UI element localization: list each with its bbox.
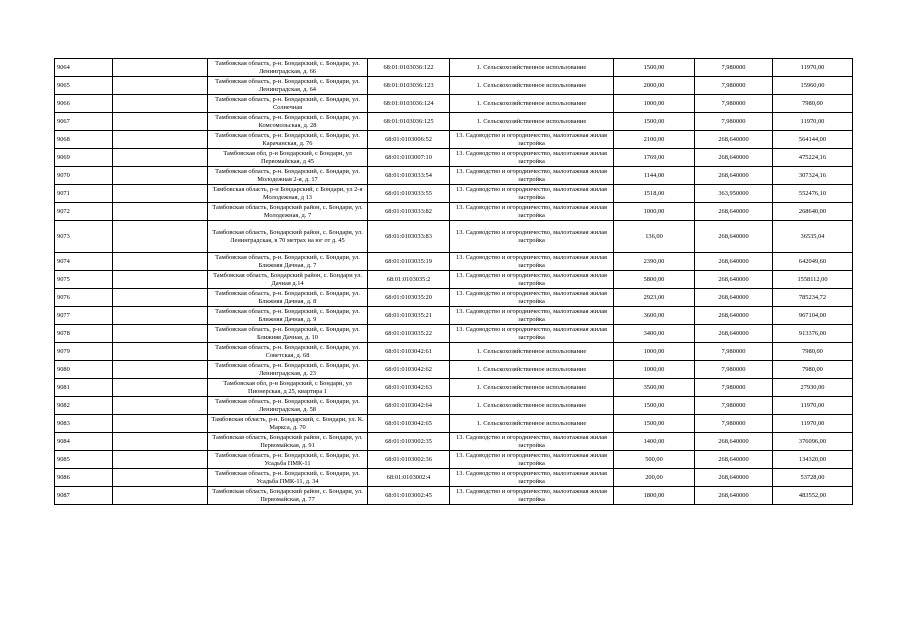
address-cell: Тамбовская область, Бондарский район, с. Бондари, ул. Ленинградская, в 70 метрах на юг от д. 45 (208, 221, 368, 253)
empty-cell (113, 415, 208, 433)
land-use-cell: 13. Садоводство и огородничество, малоэтажная жилая застройка (450, 131, 614, 149)
cadastral-value-cell: 7980,00 (773, 361, 853, 379)
rate-cell: 7,980000 (695, 343, 773, 361)
rate-cell: 268,640000 (695, 149, 773, 167)
table-row (55, 131, 853, 149)
cadastral-number-cell: 68:01:0103042:61 (368, 343, 450, 361)
land-use-cell: 13. Садоводство и огородничество, малоэтажная жилая застройка (450, 433, 614, 451)
row-number: 9079 (55, 343, 113, 361)
row-number: 9068 (55, 131, 113, 149)
land-use-cell: 1. Сельскохозяйственное использование (450, 379, 614, 397)
row-number: 9074 (55, 253, 113, 271)
row-number: 9075 (55, 271, 113, 289)
row-number: 9065 (55, 77, 113, 95)
area-cell: 136,00 (614, 221, 695, 253)
cadastral-number-cell: 68:01:0103002:45 (368, 487, 450, 505)
empty-cell (113, 59, 208, 77)
cadastral-number-cell: 68:01:0103033:82 (368, 203, 450, 221)
empty-cell (113, 325, 208, 343)
cadastral-number-cell: 68:01:0103035:22 (368, 325, 450, 343)
table-body (55, 59, 853, 505)
address-cell: Тамбовская область, р-н. Бондарский, с. Бондари, ул. Ленинградская, д. 58 (208, 397, 368, 415)
rate-cell: 268,640000 (695, 221, 773, 253)
land-use-cell: 13. Садоводство и огородничество, малоэтажная жилая застройка (450, 167, 614, 185)
cadastral-number-cell: 68:01:0103035:2 (368, 271, 450, 289)
cadastral-number-cell: 68:01:0103042:62 (368, 361, 450, 379)
table-row (55, 397, 853, 415)
land-use-cell: 13. Садоводство и огородничество, малоэтажная жилая застройка (450, 149, 614, 167)
land-use-cell: 1. Сельскохозяйственное использование (450, 397, 614, 415)
area-cell: 3500,00 (614, 379, 695, 397)
rate-cell: 268,640000 (695, 469, 773, 487)
area-cell: 1000,00 (614, 361, 695, 379)
rate-cell: 7,980000 (695, 379, 773, 397)
area-cell: 2923,00 (614, 289, 695, 307)
row-number: 9085 (55, 451, 113, 469)
address-cell: Тамбовская область, р-н. Бондарский, с. Бондари, ул. Ближняя Дачная, д. 7 (208, 253, 368, 271)
empty-cell (113, 289, 208, 307)
rate-cell: 7,980000 (695, 77, 773, 95)
empty-cell (113, 221, 208, 253)
empty-cell (113, 203, 208, 221)
row-number: 9084 (55, 433, 113, 451)
area-cell: 500,00 (614, 451, 695, 469)
table-row (55, 307, 853, 325)
cadastral-value-cell: 475224,16 (773, 149, 853, 167)
land-use-cell: 1. Сельскохозяйственное использование (450, 77, 614, 95)
cadastral-number-cell: 68:01:0103033:83 (368, 221, 450, 253)
empty-cell (113, 361, 208, 379)
rate-cell: 268,640000 (695, 451, 773, 469)
rate-cell: 268,640000 (695, 203, 773, 221)
table-row (55, 77, 853, 95)
land-use-cell: 13. Садоводство и огородничество, малоэтажная жилая застройка (450, 271, 614, 289)
land-use-cell: 13. Садоводство и огородничество, малоэтажная жилая застройка (450, 469, 614, 487)
area-cell: 1500,00 (614, 397, 695, 415)
area-cell: 1500,00 (614, 113, 695, 131)
area-cell: 1500,00 (614, 59, 695, 77)
rate-cell: 268,640000 (695, 253, 773, 271)
land-use-cell: 1. Сельскохозяйственное использование (450, 415, 614, 433)
row-number: 9081 (55, 379, 113, 397)
cadastral-number-cell: 68:01:0103035:19 (368, 253, 450, 271)
land-use-cell: 1. Сельскохозяйственное использование (450, 59, 614, 77)
address-cell: Тамбовская область, р-н. Бондарский, с. Бондари, ул. Солнечная (208, 95, 368, 113)
row-number: 9073 (55, 221, 113, 253)
rate-cell: 268,640000 (695, 325, 773, 343)
row-number: 9076 (55, 289, 113, 307)
cadastral-value-cell: 913376,00 (773, 325, 853, 343)
cadastral-value-cell: 15960,00 (773, 77, 853, 95)
table-row (55, 59, 853, 77)
area-cell: 3400,00 (614, 325, 695, 343)
cadastral-value-cell: 134320,00 (773, 451, 853, 469)
cadastral-value-cell: 376096,00 (773, 433, 853, 451)
address-cell: Тамбовская обл, р-н Бондарский, с Бондари, ул Пионерская, д 25, квартира 1 (208, 379, 368, 397)
table-row (55, 167, 853, 185)
table-row (55, 415, 853, 433)
empty-cell (113, 343, 208, 361)
cadastral-number-cell: 68:01:0103042:65 (368, 415, 450, 433)
cadastral-number-cell: 68:01:0103006:52 (368, 131, 450, 149)
address-cell: Тамбовская область, р-н. Бондарский, с. Бондари, ул. Ленинградская, д. 23 (208, 361, 368, 379)
area-cell: 1518,00 (614, 185, 695, 203)
row-number: 9078 (55, 325, 113, 343)
cadastral-number-cell: 68:01:0103002:4 (368, 469, 450, 487)
cadastral-value-cell: 785234,72 (773, 289, 853, 307)
area-cell: 2000,00 (614, 77, 695, 95)
empty-cell (113, 397, 208, 415)
rate-cell: 7,980000 (695, 415, 773, 433)
area-cell: 1400,00 (614, 433, 695, 451)
table-row (55, 361, 853, 379)
empty-cell (113, 451, 208, 469)
cadastral-value-cell: 11970,00 (773, 415, 853, 433)
cadastral-number-cell: 68:01:0103002:36 (368, 451, 450, 469)
address-cell: Тамбовская область, р-н. Бондарский, с. Бондари, ул. Карачанская, д. 76 (208, 131, 368, 149)
address-cell: Тамбовская область, р-н. Бондарский, с. Бондари, ул. Молодежная 2-я, д. 17 (208, 167, 368, 185)
rate-cell: 7,980000 (695, 95, 773, 113)
cadastral-value-cell: 642049,60 (773, 253, 853, 271)
rate-cell: 268,640000 (695, 289, 773, 307)
empty-cell (113, 77, 208, 95)
land-use-cell: 1. Сельскохозяйственное использование (450, 113, 614, 131)
empty-cell (113, 131, 208, 149)
area-cell: 1000,00 (614, 343, 695, 361)
address-cell: Тамбовская область, р-н. Бондарский, с. Бондари, ул. Комсомольская, д. 28 (208, 113, 368, 131)
cadastral-value-cell: 967104,00 (773, 307, 853, 325)
area-cell: 1800,00 (614, 487, 695, 505)
row-number: 9080 (55, 361, 113, 379)
table-row (55, 113, 853, 131)
address-cell: Тамбовская область, р-н Бондарский, с Бондари, ул 2-я Молодежная, д 13 (208, 185, 368, 203)
table-row (55, 221, 853, 253)
land-use-cell: 13. Садоводство и огородничество, малоэтажная жилая застройка (450, 289, 614, 307)
address-cell: Тамбовская область, Бондарский район, с. Бондари ул. Дачная д.14 (208, 271, 368, 289)
cadastral-number-cell: 68:01:0103036:125 (368, 113, 450, 131)
rate-cell: 268,640000 (695, 167, 773, 185)
cadastral-number-cell: 68:01:0103033:55 (368, 185, 450, 203)
cadastral-value-cell: 307324,16 (773, 167, 853, 185)
land-use-cell: 13. Садоводство и огородничество, малоэтажная жилая застройка (450, 221, 614, 253)
rate-cell: 7,980000 (695, 113, 773, 131)
area-cell: 200,00 (614, 469, 695, 487)
row-number: 9066 (55, 95, 113, 113)
land-use-cell: 13. Садоводство и огородничество, малоэтажная жилая застройка (450, 325, 614, 343)
area-cell: 1000,00 (614, 203, 695, 221)
row-number: 9083 (55, 415, 113, 433)
address-cell: Тамбовская область, р-н. Бондарский, с. Бондари, ул. Ближняя Дачная, д. 9 (208, 307, 368, 325)
table-row (55, 325, 853, 343)
address-cell: Тамбовская область, р-н. Бондарский, с. Бондари, ул. Ленинградская, д. 64 (208, 77, 368, 95)
row-number: 9087 (55, 487, 113, 505)
area-cell: 1500,00 (614, 415, 695, 433)
rate-cell: 268,640000 (695, 271, 773, 289)
empty-cell (113, 271, 208, 289)
land-use-cell: 13. Садоводство и огородничество, малоэтажная жилая застройка (450, 307, 614, 325)
address-cell: Тамбовская область, Бондарский район, с. Бондари, ул. Первомайская, д. 91 (208, 433, 368, 451)
land-use-cell: 13. Садоводство и огородничество, малоэтажная жилая застройка (450, 487, 614, 505)
area-cell: 5800,00 (614, 271, 695, 289)
rate-cell: 268,640000 (695, 433, 773, 451)
address-cell: Тамбовская область, р-н. Бондарский, с. Бондари, ул. Усадьба ПМК-11 (208, 451, 368, 469)
table-row (55, 185, 853, 203)
address-cell: Тамбовская область, Бондарский район, с. Бондари, ул. Первомайская, д. 77 (208, 487, 368, 505)
land-use-cell: 1. Сельскохозяйственное использование (450, 343, 614, 361)
empty-cell (113, 487, 208, 505)
address-cell: Тамбовская область, р-н. Бондарский, с. Бондари, ул. Советская, д. 68 (208, 343, 368, 361)
empty-cell (113, 307, 208, 325)
row-number: 9064 (55, 59, 113, 77)
rate-cell: 268,640000 (695, 131, 773, 149)
table-row (55, 379, 853, 397)
table-row (55, 487, 853, 505)
row-number: 9067 (55, 113, 113, 131)
cadastral-value-cell: 564144,00 (773, 131, 853, 149)
cadastral-number-cell: 68:01:0103033:54 (368, 167, 450, 185)
row-number: 9077 (55, 307, 113, 325)
cadastral-number-cell: 68:01:0103036:123 (368, 77, 450, 95)
cadastral-number-cell: 68:01:0103002:35 (368, 433, 450, 451)
empty-cell (113, 379, 208, 397)
cadastral-number-cell: 68:01:0103042:64 (368, 397, 450, 415)
rate-cell: 7,980000 (695, 361, 773, 379)
row-number: 9070 (55, 167, 113, 185)
land-use-cell: 13. Садоводство и огородничество, малоэтажная жилая застройка (450, 203, 614, 221)
cadastral-value-cell: 268640,00 (773, 203, 853, 221)
table-row (55, 343, 853, 361)
table-row (55, 433, 853, 451)
table-row (55, 271, 853, 289)
land-use-cell: 1. Сельскохозяйственное использование (450, 361, 614, 379)
address-cell: Тамбовская область, р-н. Бондарский, с. Бондари, ул. К. Маркса, д. 70 (208, 415, 368, 433)
rate-cell: 7,980000 (695, 397, 773, 415)
area-cell: 1000,00 (614, 95, 695, 113)
table-row (55, 451, 853, 469)
cadastral-value-cell: 36535,04 (773, 221, 853, 253)
land-use-cell: 1. Сельскохозяйственное использование (450, 95, 614, 113)
cadastral-value-cell: 11970,00 (773, 397, 853, 415)
rate-cell: 7,980000 (695, 59, 773, 77)
empty-cell (113, 185, 208, 203)
cadastral-number-cell: 68:01:0103007:10 (368, 149, 450, 167)
area-cell: 1144,00 (614, 167, 695, 185)
cadastral-value-cell: 53728,00 (773, 469, 853, 487)
empty-cell (113, 149, 208, 167)
row-number: 9069 (55, 149, 113, 167)
address-cell: Тамбовская область, р-н. Бондарский, с. Бондари, ул. Ленинградская, д. 66 (208, 59, 368, 77)
empty-cell (113, 113, 208, 131)
row-number: 9082 (55, 397, 113, 415)
cadastral-number-cell: 68:01:0103036:124 (368, 95, 450, 113)
cadastral-value-cell: 7980,00 (773, 95, 853, 113)
address-cell: Тамбовская обл, р-н Бондарский, с Бондари, ул Первомайская, д 45 (208, 149, 368, 167)
cadastral-value-cell: 7980,00 (773, 343, 853, 361)
table-row (55, 469, 853, 487)
cadastral-value-cell: 1558112,00 (773, 271, 853, 289)
empty-cell (113, 95, 208, 113)
table-row (55, 289, 853, 307)
table-row (55, 203, 853, 221)
cadastral-number-cell: 68:01:0103036:122 (368, 59, 450, 77)
address-cell: Тамбовская область, Бондарский район, с. Бондари, ул. Молодежная, д. 7 (208, 203, 368, 221)
area-cell: 3600,00 (614, 307, 695, 325)
row-number: 9086 (55, 469, 113, 487)
land-plot-table (54, 58, 853, 505)
empty-cell (113, 167, 208, 185)
area-cell: 2100,00 (614, 131, 695, 149)
cadastral-value-cell: 552476,10 (773, 185, 853, 203)
cadastral-value-cell: 483552,00 (773, 487, 853, 505)
empty-cell (113, 253, 208, 271)
rate-cell: 268,640000 (695, 307, 773, 325)
table-row (55, 253, 853, 271)
cadastral-value-cell: 11970,00 (773, 113, 853, 131)
rate-cell: 268,640000 (695, 487, 773, 505)
cadastral-value-cell: 11970,00 (773, 59, 853, 77)
cadastral-number-cell: 68:01:0103035:20 (368, 289, 450, 307)
table-row (55, 95, 853, 113)
address-cell: Тамбовская область, р-н. Бондарский, с. Бондари, ул. Ближняя Дачная, д. 8 (208, 289, 368, 307)
land-use-cell: 13. Садоводство и огородничество, малоэтажная жилая застройка (450, 253, 614, 271)
cadastral-number-cell: 68:01:0103042:63 (368, 379, 450, 397)
cadastral-value-cell: 27930,00 (773, 379, 853, 397)
land-use-cell: 13. Садоводство и огородничество, малоэтажная жилая застройка (450, 185, 614, 203)
empty-cell (113, 433, 208, 451)
row-number: 9071 (55, 185, 113, 203)
table-row (55, 149, 853, 167)
empty-cell (113, 469, 208, 487)
area-cell: 1769,00 (614, 149, 695, 167)
land-use-cell: 13. Садоводство и огородничество, малоэтажная жилая застройка (450, 451, 614, 469)
row-number: 9072 (55, 203, 113, 221)
area-cell: 2390,00 (614, 253, 695, 271)
rate-cell: 363,950000 (695, 185, 773, 203)
cadastral-number-cell: 68:01:0103035:21 (368, 307, 450, 325)
address-cell: Тамбовская область, р-н. Бондарский, с. Бондари, ул. Ближняя Дачная, д. 10 (208, 325, 368, 343)
address-cell: Тамбовская область, р-н. Бондарский, с. Бондари, ул. Усадьба ПМК-11, д. 34 (208, 469, 368, 487)
